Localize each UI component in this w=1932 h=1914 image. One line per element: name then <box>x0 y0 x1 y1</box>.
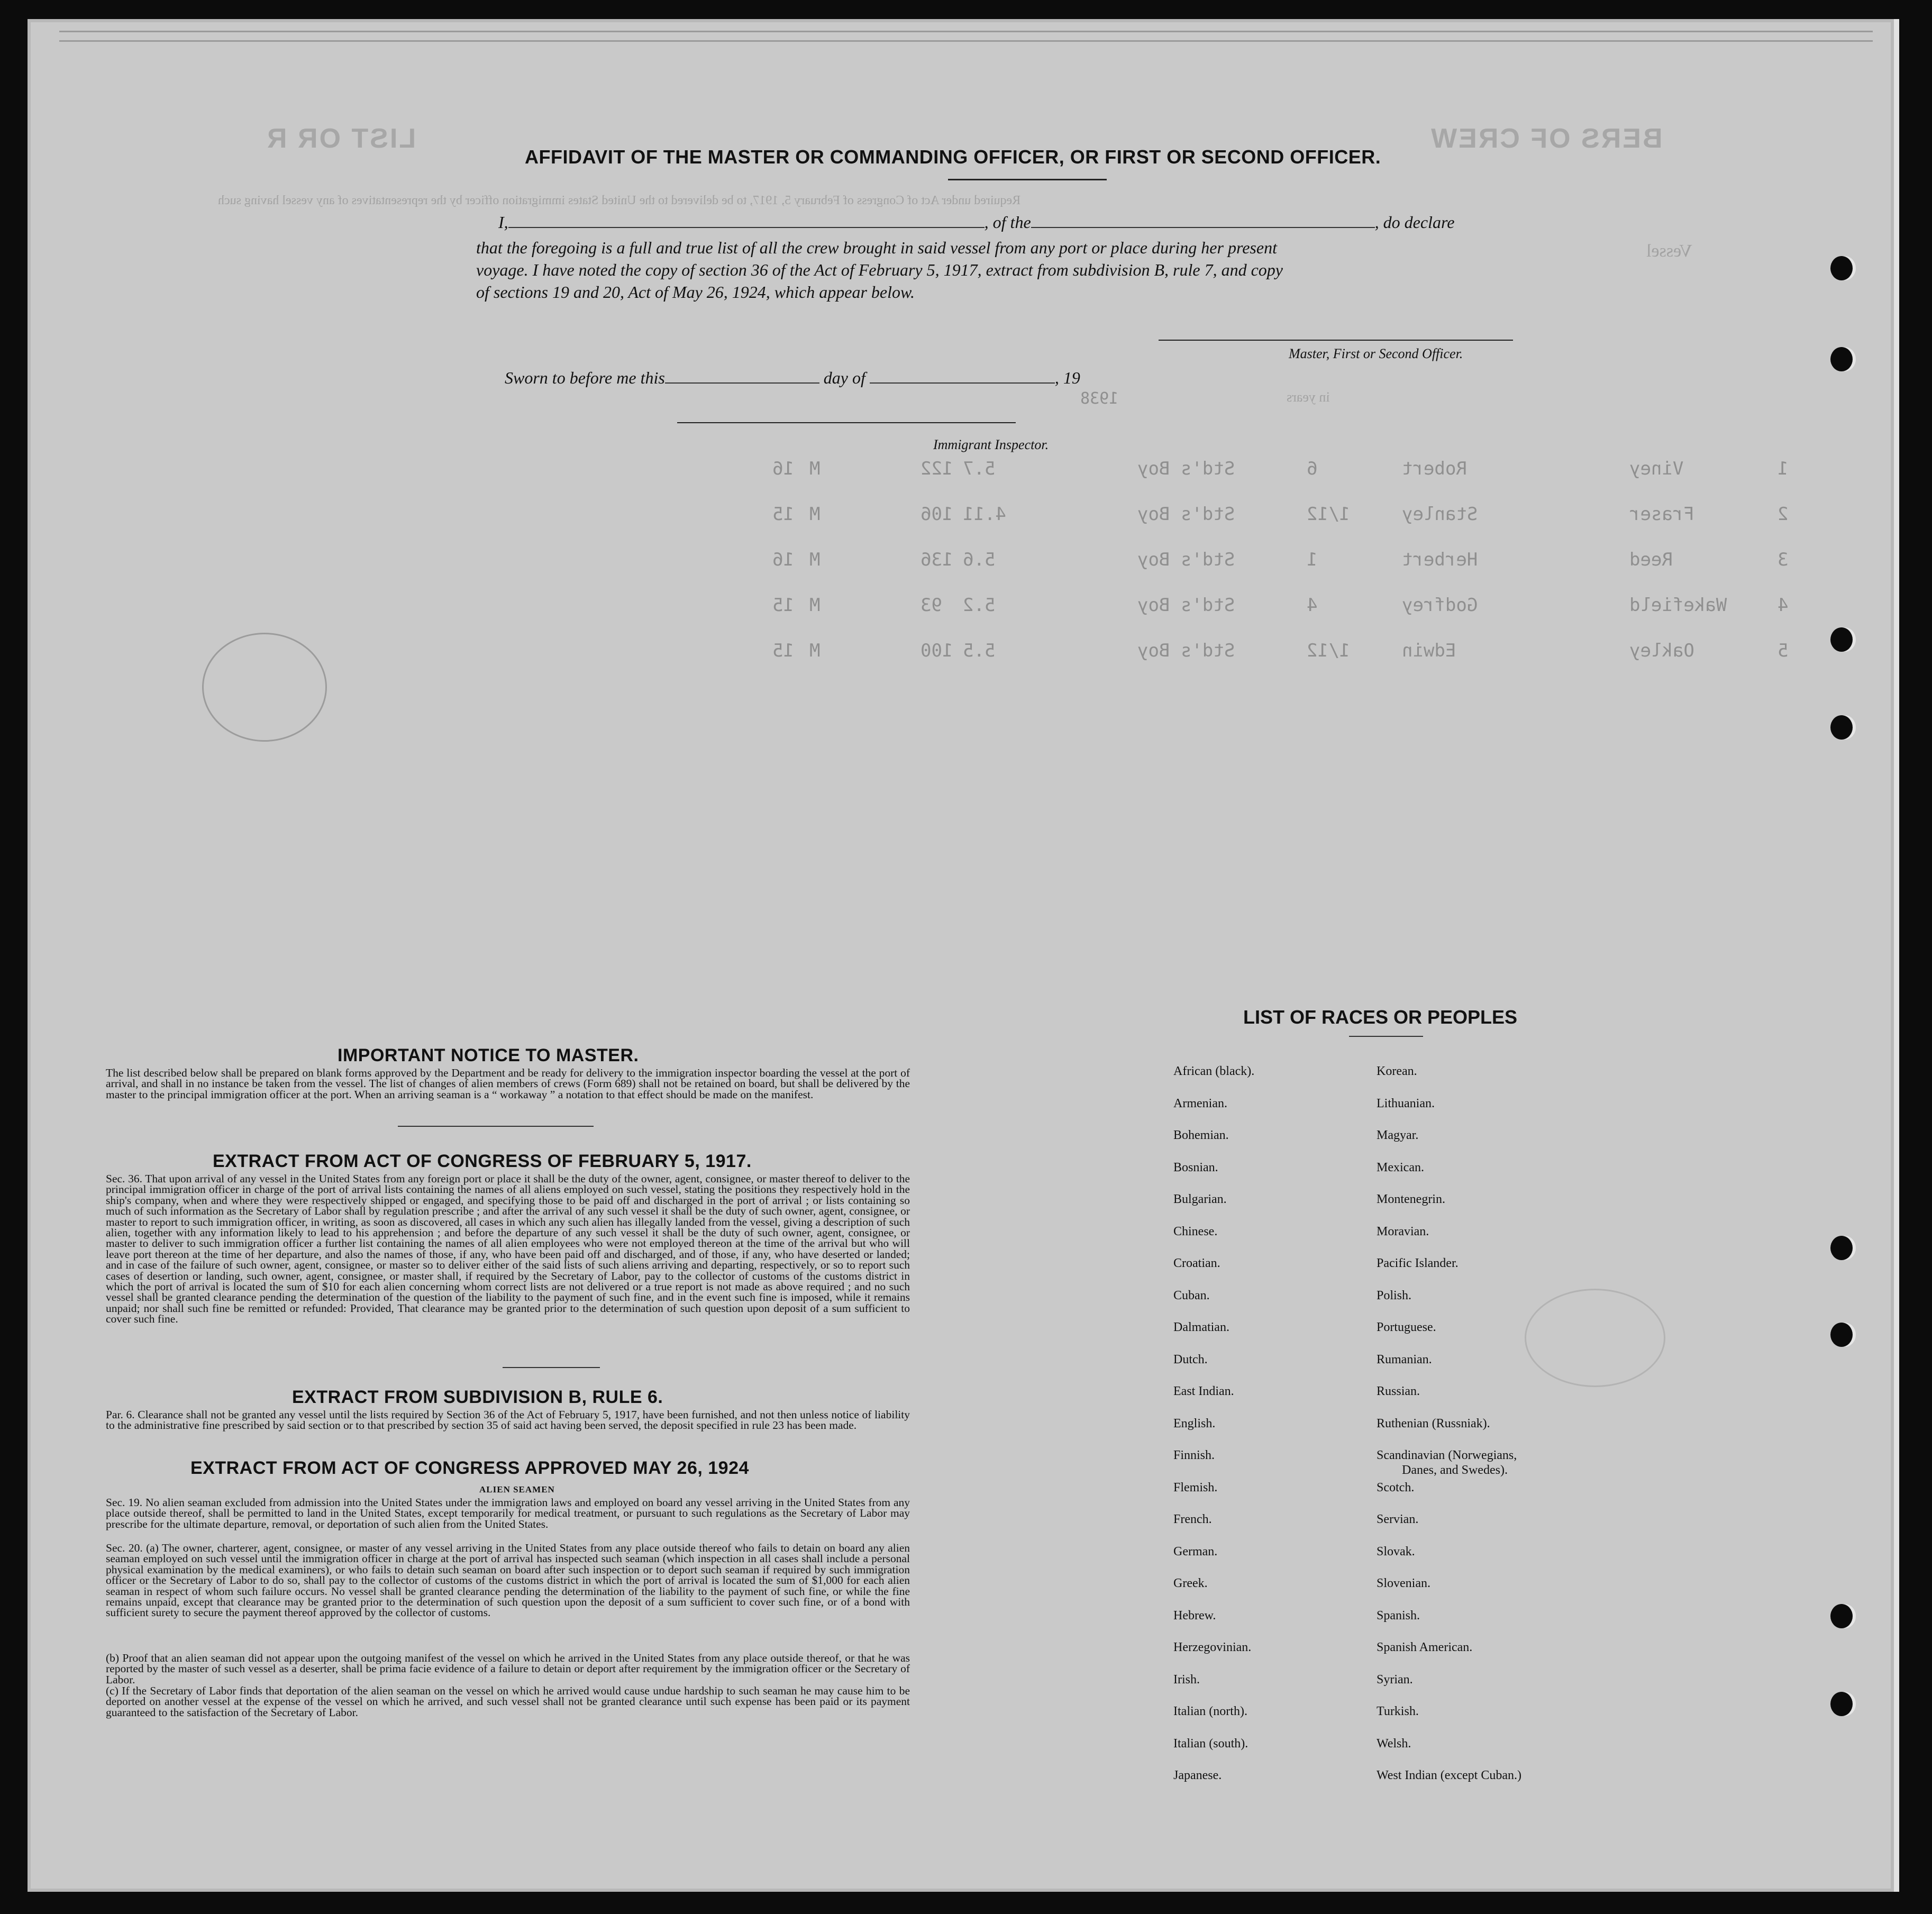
race-item: Slovak. <box>1377 1544 1415 1558</box>
notice-text: The list described below shall be prepared on blank forms approved by the Department and be ready for delivery to the immigration inspector boarding the vessel at the port of arrival, and shall in no instance be taken from the vessel. The list of changes of alien members of crews (Form 689) shall not be retained on board, but shall be delivered by the master to the principal immigration officer at the port. When an arriving seaman is a “ workaway ” a notation to that effect should be made on the manifest. <box>106 1067 910 1101</box>
binder-hole <box>1830 347 1853 371</box>
race-item: Finnish. <box>1173 1448 1215 1462</box>
ghost-crew-cell: 1 <box>1778 458 1789 479</box>
ghost-required-line: Required under Act of Congress of February 5, 1917, to be delivered to the United States immigration officer by the representatives of any vessel having such <box>218 194 1021 207</box>
ghost-crew-cell: Std's Boy <box>1137 549 1235 570</box>
ghost-crew-cell: Oakley <box>1629 640 1694 661</box>
race-item: Russian. <box>1377 1384 1420 1398</box>
ghost-in-years: in years <box>1287 389 1330 405</box>
ghost-crew-cell: Herbert <box>1402 549 1478 570</box>
race-item: Pacific Islander. <box>1377 1256 1459 1270</box>
race-item: Lithuanian. <box>1377 1096 1435 1110</box>
ghost-crew-cell: 4.11 <box>963 504 1006 525</box>
sworn-year: , 19 <box>1054 368 1080 387</box>
ghost-crew-cell: 15 <box>772 504 794 525</box>
ghost-crew-cell: Std's Boy <box>1137 595 1235 616</box>
month-blank[interactable] <box>870 369 1055 384</box>
ghost-crew-cell: 15 <box>772 640 794 661</box>
section-separator <box>503 1367 600 1368</box>
race-item: Moravian. <box>1377 1224 1429 1238</box>
ghost-crew-cell: 122 <box>921 458 953 479</box>
race-item: Flemish. <box>1173 1480 1218 1494</box>
ghost-crew-cell: 1 <box>1307 549 1318 570</box>
ghost-crew-cell: Edwin <box>1402 640 1456 661</box>
race-item: German. <box>1173 1544 1218 1558</box>
race-item: Polish. <box>1377 1288 1412 1302</box>
race-item: Italian (north). <box>1173 1705 1247 1718</box>
race-item: Ruthenian (Russniak). <box>1377 1416 1490 1430</box>
race-item: Herzegovinian. <box>1173 1640 1252 1654</box>
ghost-crew-cell: Wakefield <box>1629 595 1727 616</box>
binder-hole <box>1830 627 1853 652</box>
race-item: Croatian. <box>1173 1256 1220 1270</box>
race-item: Servian. <box>1377 1512 1419 1526</box>
section-separator <box>398 1126 594 1127</box>
race-item-continuation: Danes, and Swedes). <box>1402 1463 1508 1477</box>
declare-do-declare: , do declare <box>1374 213 1455 232</box>
ghost-year: 1938 <box>1080 389 1119 408</box>
extract-1924-title: EXTRACT FROM ACT OF CONGRESS APPROVED MAY 26, 1924 <box>190 1458 749 1478</box>
ghost-crew-cell: Std's Boy <box>1137 504 1235 525</box>
ghost-crew-cell: 3 <box>1778 549 1789 570</box>
race-item: Turkish. <box>1377 1705 1419 1718</box>
extract-1924-sec20b: (b) Proof that an alien seaman did not appear upon the outgoing manifest of the vessel on which he arrived in the United States from any place outside thereof, or that he was reported by the master of such vessel as a deserter, shall be prima facie evidence of a failure to detain or deport after requirement by the immigration officer or the Secretary of Labor. <box>106 1652 910 1686</box>
binder-hole <box>1830 256 1853 280</box>
ghost-crew-cell: 106 <box>921 504 953 525</box>
ghost-crew-cell: 100 <box>921 640 953 661</box>
extract-rule6-title: EXTRACT FROM SUBDIVISION B, RULE 6. <box>292 1387 663 1407</box>
ghost-crew-cell: 5.6 <box>963 549 996 570</box>
document-page <box>28 19 1899 1892</box>
ghost-crew-cell: Stanley <box>1402 504 1478 525</box>
races-title-rule <box>1349 1036 1423 1037</box>
race-item: Syrian. <box>1377 1672 1413 1687</box>
statement-line-1: that the foregoing is a full and true list of all the crew brought in said vessel from any port or place during her present <box>476 238 1277 257</box>
inspector-label: Immigrant Inspector. <box>933 437 1049 452</box>
statement-line-3: of sections 19 and 20, Act of May 26, 1924, which appear below. <box>476 282 915 302</box>
officer-label: Master, First or Second Officer. <box>1289 346 1463 361</box>
ghost-crew-cell: M <box>809 458 821 479</box>
ghost-crew-cell: 6 <box>1307 458 1318 479</box>
sworn-prefix: Sworn to before me this <box>505 368 665 387</box>
race-item: Dalmatian. <box>1173 1320 1229 1334</box>
race-item: Montenegrin. <box>1377 1192 1445 1206</box>
declare-line <box>498 213 1454 232</box>
race-item: African (black). <box>1173 1064 1255 1078</box>
extract-1924-sec19: Sec. 19. No alien seaman excluded from admission into the United States under the immigration laws and employed on board any vessel arriving in the United States from any place outside thereof, shall be permitted to land in the United States, except temporarily for medical treatment, or pursuant to such regulations as the Secretary of Labor may prescribe for the ultimate departure, removal, or deportation of such alien from the United States. <box>106 1496 910 1530</box>
extract-1924-sec20c: (c) If the Secretary of Labor finds that deportation of the alien seaman on the vessel on which he arrived would cause undue hardship to such seaman he may cause him to be deported on another vessel at the expense of the vessel on which he arrived, and such vessel shall not be granted clearance until such expense has been paid or its payment guaranteed to the satisfaction of the Secretary of Labor. <box>106 1684 910 1719</box>
declare-i: I, <box>498 213 508 232</box>
faint-stamp <box>202 633 327 742</box>
ghost-crew-cell: M <box>809 595 821 616</box>
race-item: Hebrew. <box>1173 1608 1216 1623</box>
ghost-crew-cell: Std's Boy <box>1137 458 1235 479</box>
binder-hole <box>1830 715 1853 740</box>
extract-1917-text: Sec. 36. That upon arrival of any vessel in the United States from any foreign port or place it shall be the duty of the owner, agent, consignee, or master thereof to deliver to the principal immigration officer in charge of the port of arrival lists containing the names of all aliens employed on such vessel, stating the positions they respectively hold in the ship's company, when and where they were respectively shipped or engaged, and specifying those to be paid off and discharged in the port of arrival ; or lists containing so much of such information as the Secretary of Labor shall by regulation prescribe ; and after the arrival of any such vessel it shall be the duty of such owner, agent, consignee, or master to report to such immigration officer, in writing, as soon as discovered, all cases in which any such alien has illegally landed from the vessel, giving a description of such alien, together with any information likely to lead to his apprehension ; and before the departure of any such vessel it shall be the duty of such owner, agent, consignee, or master to deliver to such immigration officer a further list containing the names of all alien employees who were not employed thereon at the time of the arrival but who will leave port thereon at the time of her departure, and also the names of those, if any, who have been paid off and discharged, and of those, if any, who have deserted or landed; and in case of the failure of such owner, agent, consignee, or master so to deliver either of the said lists of such aliens arriving and departing, respectively, or so to report such cases of desertion or landing, such owner, agent, consignee, or master shall, if required by the Secretary of Labor, pay to the collector of customs of the customs district in which the port of arrival is located the sum of $10 for each alien concerning whom correct lists are not delivered or a true report is not made as above required ; and no such vessel shall be granted clearance pending the determination of the question of the liability to the payment of such fine, and in the event such fine is imposed, while it remains unpaid; nor shall such fine be remitted or refunded: Provided, That clearance may be granted prior to the determination of such question upon deposit of a sum sufficient to cover such fine. <box>106 1172 910 1326</box>
ghost-crew-cell: Godfrey <box>1402 595 1478 616</box>
ghost-crew-cell: Std's Boy <box>1137 640 1235 661</box>
alien-seamen-subtitle: ALIEN SEAMEN <box>479 1484 555 1494</box>
race-item: Irish. <box>1173 1672 1200 1687</box>
race-item: Cuban. <box>1173 1288 1210 1302</box>
ghost-crew-cell: M <box>809 504 821 525</box>
race-item: Japanese. <box>1173 1769 1222 1782</box>
race-item: Scandinavian (Norwegians, <box>1377 1448 1517 1462</box>
ghost-crew-cell: 1/12 <box>1307 640 1350 661</box>
extract-1917-title: EXTRACT FROM ACT OF CONGRESS OF FEBRUARY 5, 1917. <box>213 1151 752 1171</box>
race-item: Dutch. <box>1173 1352 1208 1366</box>
ghost-title-left: LIST OR R <box>266 123 416 154</box>
ghost-title-right: BERS OF CREW <box>1429 123 1663 154</box>
ghost-crew-cell: 136 <box>921 549 953 570</box>
name-blank[interactable] <box>508 213 985 228</box>
ghost-crew-cell: 15 <box>772 595 794 616</box>
affidavit-title: AFFIDAVIT OF THE MASTER OR COMMANDING OFFICER, OR FIRST OR SECOND OFFICER. <box>525 146 1381 168</box>
race-item: Bulgarian. <box>1173 1192 1227 1206</box>
race-item: Spanish American. <box>1377 1640 1473 1654</box>
ghost-crew-cell: Reed <box>1629 549 1673 570</box>
ghost-crew-cell: M <box>809 640 821 661</box>
races-title: LIST OF RACES OR PEOPLES <box>1243 1006 1518 1028</box>
ghost-crew-cell: 16 <box>772 458 794 479</box>
title-rule <box>948 179 1107 180</box>
race-item: Bohemian. <box>1173 1128 1229 1142</box>
ghost-crew-cell: 5 <box>1778 640 1789 661</box>
ghost-crew-cell: 4 <box>1307 595 1318 616</box>
statement-line-2: voyage. I have noted the copy of section 36 of the Act of February 5, 1917, extract from subdivision B, rule 7, and copy <box>476 260 1283 279</box>
binder-hole <box>1830 1604 1853 1628</box>
race-item: Bosnian. <box>1173 1160 1218 1174</box>
race-item: Greek. <box>1173 1576 1208 1590</box>
faint-stamp <box>1525 1289 1665 1387</box>
vessel-blank[interactable] <box>1031 213 1375 228</box>
race-item: Armenian. <box>1173 1096 1227 1110</box>
extract-rule6-text: Par. 6. Clearance shall not be granted any vessel until the lists required by Section 36 of the Act of February 5, 1917, have been furnished, and not then unless notice of liability to the administrative fine prescribed by said section or to that prescribed by section 35 of said act having been served, the deposit specified in rule 23 has been made. <box>106 1408 910 1432</box>
race-item: Chinese. <box>1173 1224 1218 1238</box>
sworn-line <box>505 368 1080 388</box>
race-item: West Indian (except Cuban.) <box>1377 1769 1521 1782</box>
ghost-crew-cell: 1/12 <box>1307 504 1350 525</box>
ghost-crew-cell: M <box>809 549 821 570</box>
ghost-crew-cell: 5.7 <box>963 458 996 479</box>
binder-hole <box>1830 1323 1853 1347</box>
race-item: Scotch. <box>1377 1480 1415 1494</box>
ghost-crew-cell: Fraser <box>1629 504 1694 525</box>
race-item: Mexican. <box>1377 1160 1424 1174</box>
day-blank[interactable] <box>665 369 819 384</box>
ghost-crew-cell: 5.5 <box>963 640 996 661</box>
race-item: Spanish. <box>1377 1608 1420 1623</box>
ghost-vessel-label: Vessel <box>1646 241 1692 261</box>
declare-of-the: , of the <box>984 213 1031 232</box>
ghost-crew-cell: 2 <box>1778 504 1789 525</box>
race-item: East Indian. <box>1173 1384 1234 1398</box>
race-item: Magyar. <box>1377 1128 1419 1142</box>
page-edge-line <box>59 40 1873 42</box>
ghost-crew-cell: Robert <box>1402 458 1467 479</box>
notice-title: IMPORTANT NOTICE TO MASTER. <box>338 1045 639 1065</box>
race-item: Portuguese. <box>1377 1320 1436 1334</box>
ghost-crew-cell: 16 <box>772 549 794 570</box>
sworn-day: day of <box>823 368 865 387</box>
binder-hole <box>1830 1692 1853 1716</box>
race-item: Korean. <box>1377 1064 1417 1078</box>
inspector-signature-line[interactable] <box>677 422 1016 423</box>
race-item: Italian (south). <box>1173 1736 1248 1751</box>
binder-hole <box>1830 1236 1853 1260</box>
race-item: Welsh. <box>1377 1736 1411 1751</box>
signature-line[interactable] <box>1159 340 1513 341</box>
ghost-crew-cell: 5.2 <box>963 595 996 616</box>
ghost-crew-cell: Viney <box>1629 458 1684 479</box>
race-item: English. <box>1173 1416 1216 1430</box>
ghost-crew-cell: 93 <box>921 595 942 616</box>
extract-1924-sec20a: Sec. 20. (a) The owner, charterer, agent, consignee, or master of any vessel arriving in the United States from any place outside thereof who fails to detain on board any alien seaman employed on such vessel until the immigration officer in charge at the port of arrival has inspected such seaman (which inspection in all cases shall include a personal physical examination by the medical examiners), or who fails to detain such seaman on board after such inspection or to deport such seaman if required by such immigration officer or the Secretary of Labor to do so, shall pay to the collector of customs of the customs district in which the port of arrival is located the sum of $1,000 for each alien seaman in respect of whom such failure occurs. No vessel shall be granted clearance pending the determination of the liability to the payment of such fine, or while the fine remains unpaid, except that clearance may be granted prior to the determination of such question upon the deposit of a sum sufficient to cover such fine, or of a bond with sufficient surety to secure the payment thereof approved by the collector of customs. <box>106 1542 910 1619</box>
race-item: French. <box>1173 1512 1212 1526</box>
page-edge-line <box>59 31 1873 32</box>
ghost-crew-cell: 4 <box>1778 595 1789 616</box>
race-item: Rumanian. <box>1377 1352 1432 1366</box>
race-item: Slovenian. <box>1377 1576 1430 1590</box>
